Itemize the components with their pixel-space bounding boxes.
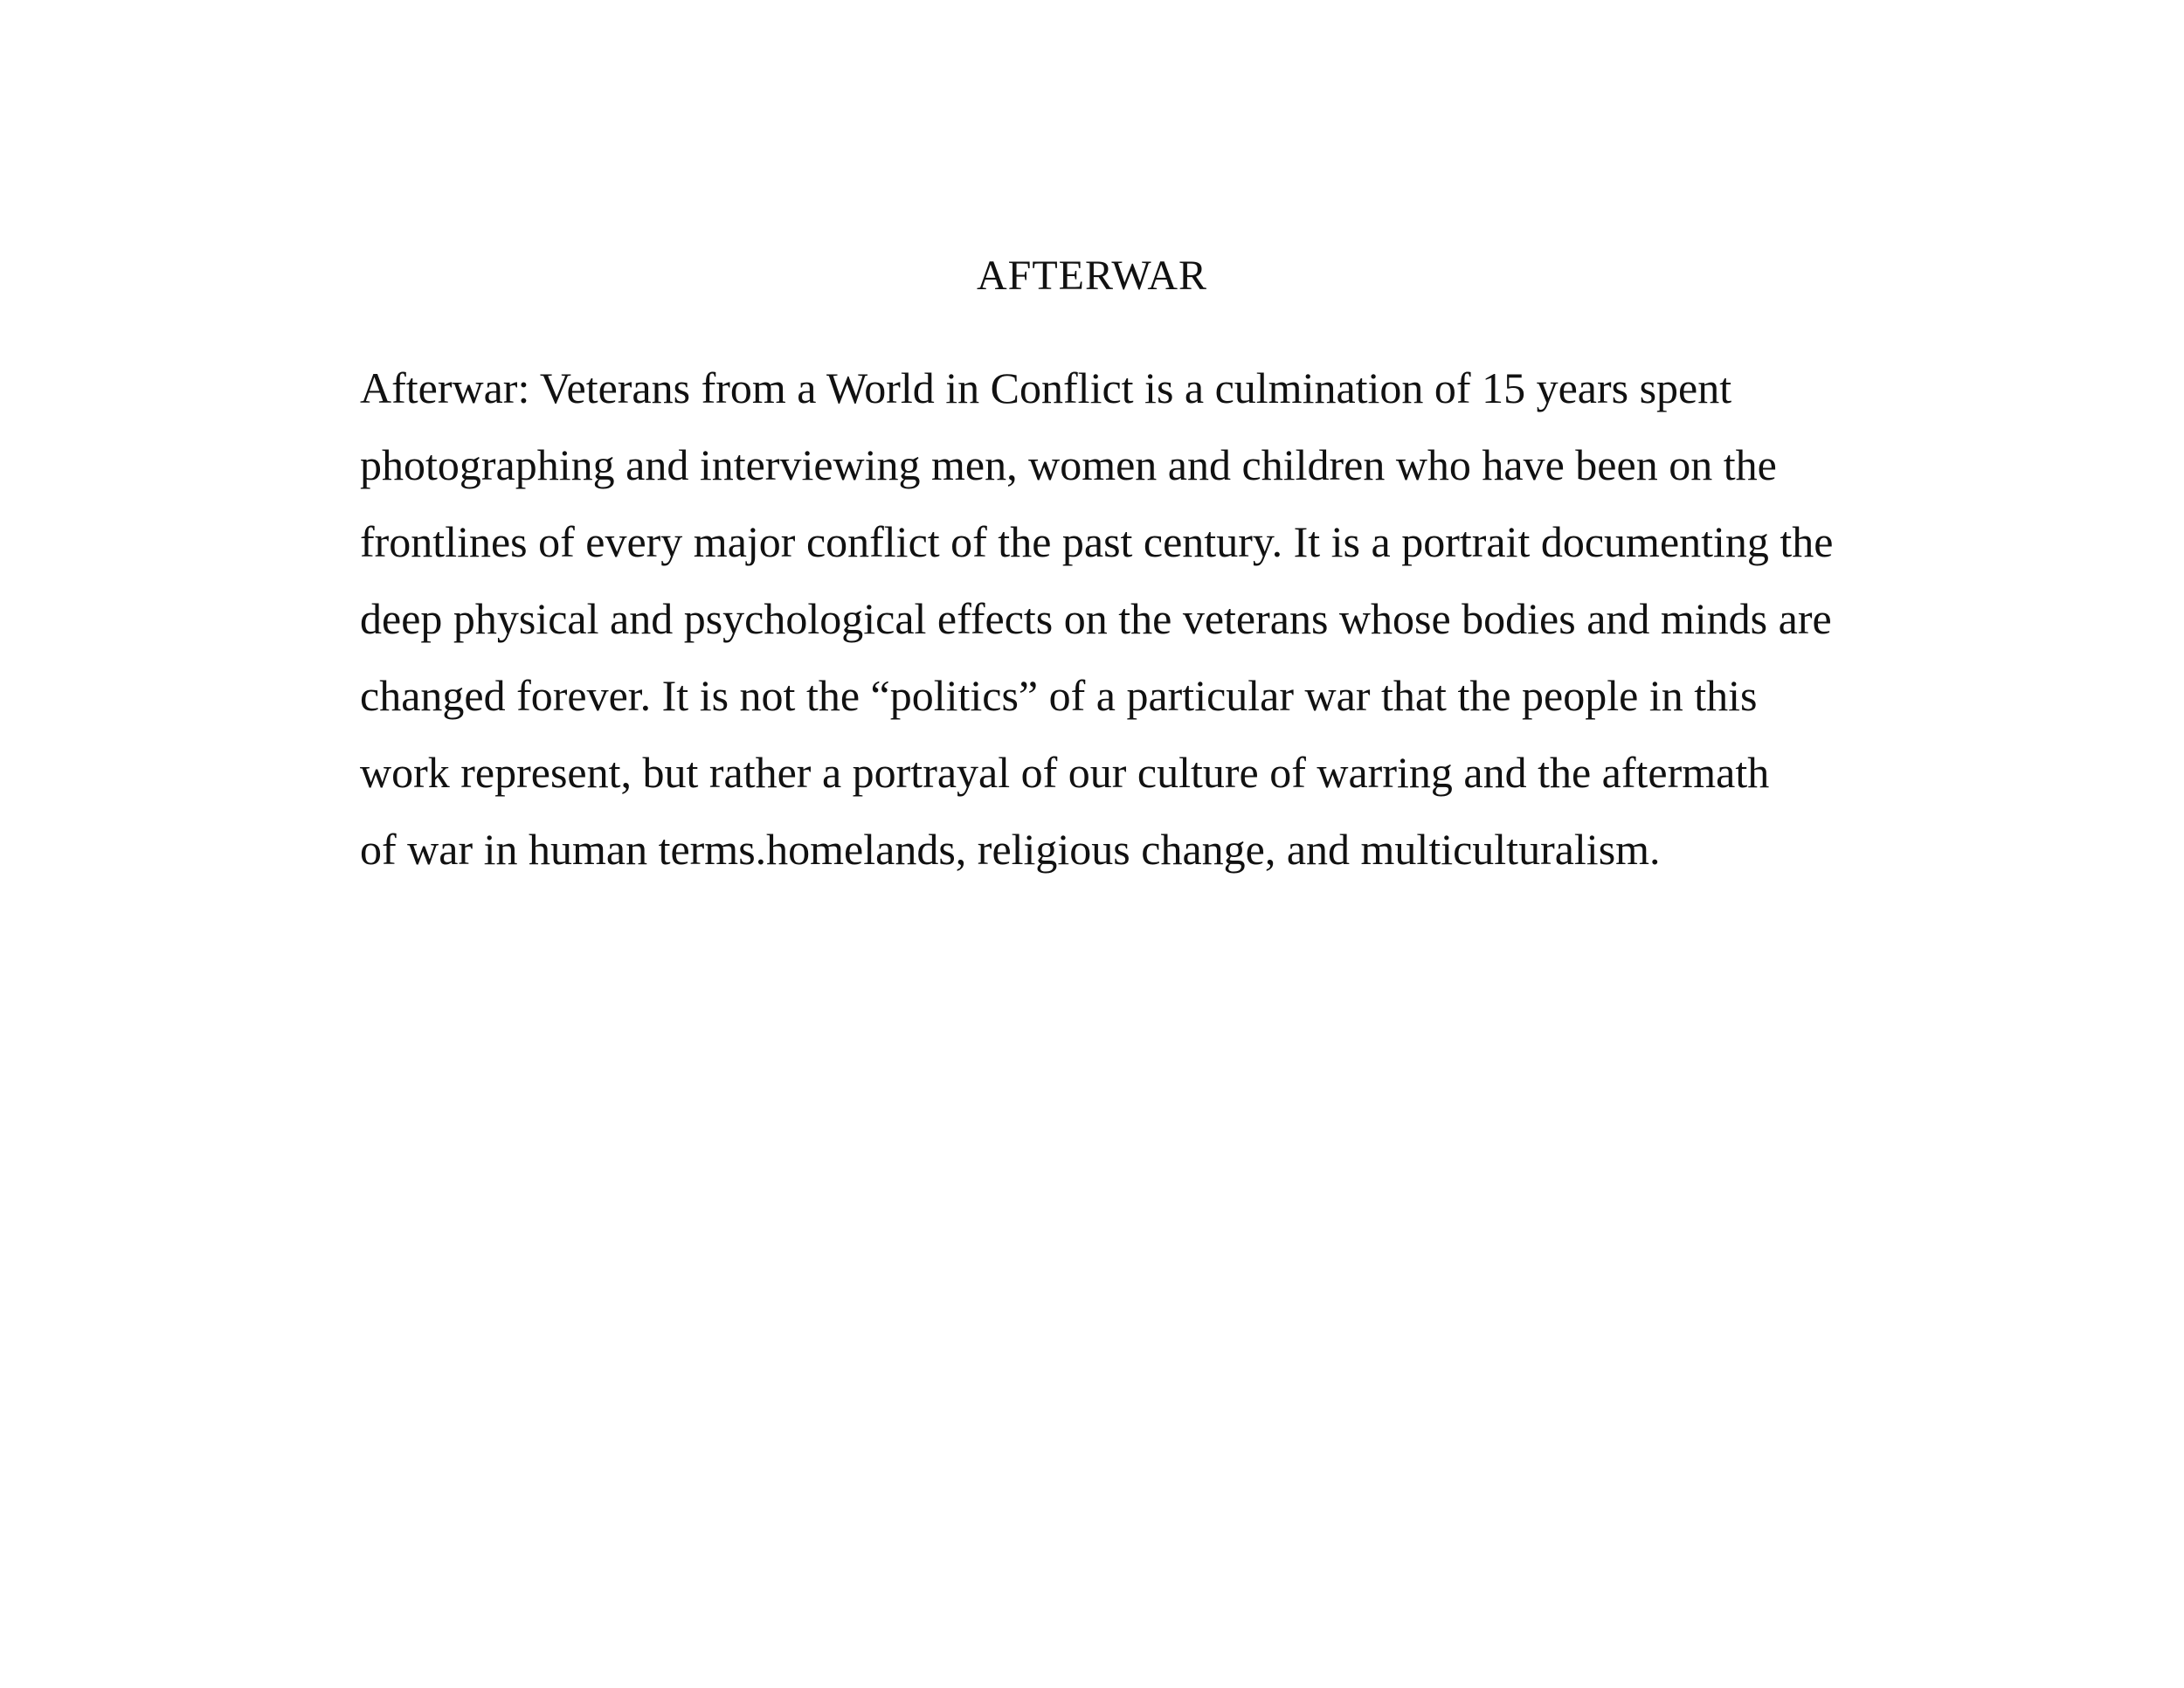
paragraph-line: frontlines of every major conflict of the past century. It is a portrait documenting the — [360, 517, 1834, 566]
paragraph-line: changed forever. It is not the “politics” of a particular war that the people in this — [360, 671, 1758, 720]
paragraph-line: Afterwar: Veterans from a World in Conflict is a culmination of 15 years spent — [360, 363, 1732, 412]
paragraph-line: work represent, but rather a portrayal of our culture of warring and the aftermath — [360, 748, 1770, 797]
paragraph-line: photographing and interviewing men, women and children who have been on the — [360, 440, 1777, 489]
paragraph-line: deep physical and psychological effects on the veterans whose bodies and minds are — [360, 594, 1832, 643]
page-title: AFTERWAR — [976, 253, 1208, 299]
paragraph-line: of war in human terms.homelands, religious change, and multiculturalism. — [360, 825, 1661, 874]
body-paragraph — [360, 349, 1932, 888]
